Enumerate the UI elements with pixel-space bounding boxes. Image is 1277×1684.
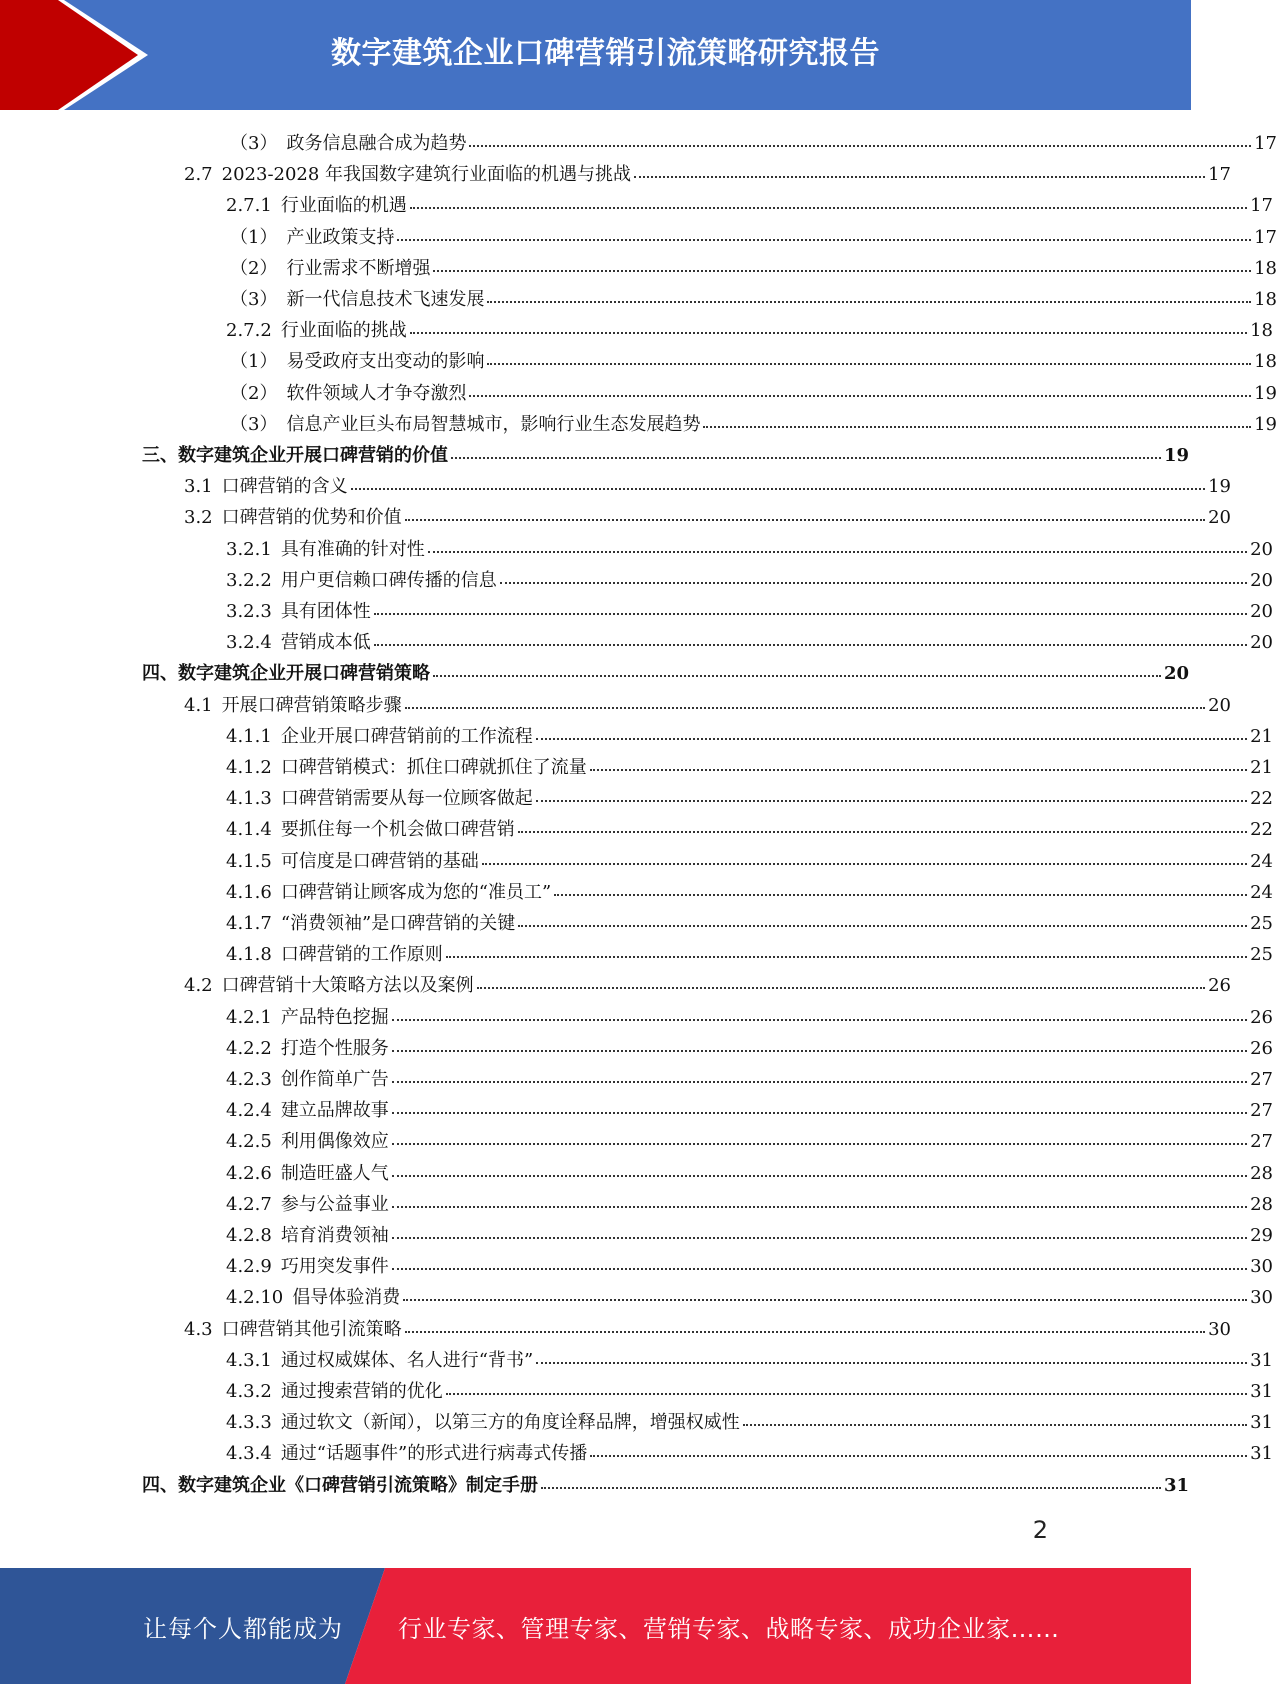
toc-entry[interactable] xyxy=(0,969,1231,1000)
toc-entry-page: 17 xyxy=(1208,164,1231,186)
toc-entry-number: 2.7.2 xyxy=(226,320,272,342)
toc-entry-number: 4.3.4 xyxy=(226,1443,272,1465)
toc-dot-leader xyxy=(743,1404,1247,1426)
toc-dot-leader xyxy=(428,531,1247,553)
toc-entry-number: 4.2.5 xyxy=(226,1131,272,1153)
toc-dot-leader xyxy=(397,219,1251,241)
page-number: 2 xyxy=(1032,1516,1048,1544)
toc-entry-title: 通过“话题事件”的形式进行病毒式传播 xyxy=(280,1443,588,1465)
toc-dot-leader xyxy=(374,593,1247,615)
toc-entry-number: 4.1 xyxy=(184,694,213,716)
toc-entry-title: 行业面临的挑战 xyxy=(280,320,407,342)
toc-entry-page: 21 xyxy=(1250,725,1273,747)
toc-entry[interactable] xyxy=(0,626,1273,657)
toc-dot-leader xyxy=(433,250,1251,272)
toc-entry-page: 31 xyxy=(1250,1349,1273,1371)
toc-dot-leader xyxy=(469,125,1251,147)
toc-dot-leader xyxy=(410,187,1247,209)
toc-entry-title: 参与公益事业 xyxy=(280,1193,389,1215)
toc-entry[interactable] xyxy=(0,1063,1273,1094)
toc-entry-number: 4.1.4 xyxy=(226,819,272,841)
toc-dot-leader xyxy=(536,780,1247,802)
toc-dot-leader xyxy=(590,1435,1247,1457)
toc-entry[interactable] xyxy=(0,1344,1273,1375)
toc-entry-page: 24 xyxy=(1250,850,1273,872)
toc-dot-leader xyxy=(451,437,1161,459)
toc-dot-leader xyxy=(703,406,1251,428)
toc-entry-page: 31 xyxy=(1250,1381,1273,1402)
toc-entry[interactable] xyxy=(0,252,1277,283)
toc-entry-page: 17 xyxy=(1254,133,1277,154)
toc-entry-page: 27 xyxy=(1250,1069,1273,1090)
toc-entry[interactable] xyxy=(0,345,1277,376)
toc-entry-title: 开展口碑营销策略步骤 xyxy=(221,694,402,716)
toc-entry-page: 25 xyxy=(1250,944,1273,966)
toc-entry-page: 30 xyxy=(1208,1318,1231,1340)
toc-entry-number: （3） xyxy=(230,413,278,435)
toc-dot-leader xyxy=(446,1373,1247,1395)
toc-dot-leader xyxy=(403,1279,1247,1301)
toc-entry-title: 要抓住每一个机会做口碑营销 xyxy=(280,819,515,841)
toc-entry-page: 30 xyxy=(1250,1256,1273,1278)
toc-entry-number: 3.1 xyxy=(184,476,213,498)
toc-entry-page: 28 xyxy=(1250,1193,1273,1215)
toc-entry[interactable] xyxy=(0,314,1273,345)
toc-entry-title: 数字建筑企业开展口碑营销策略 xyxy=(178,663,430,685)
toc-dot-leader xyxy=(405,687,1205,709)
toc-entry-number: 4.1.1 xyxy=(226,725,272,747)
toc-entry-page: 26 xyxy=(1250,1006,1273,1028)
toc-entry-page: 17 xyxy=(1254,226,1277,248)
toc-entry-number: 4.1.3 xyxy=(226,788,272,810)
footer-banner xyxy=(0,1568,1191,1684)
toc-entry-number: 四、 xyxy=(142,663,178,685)
toc-entry-title: 数字建筑企业《口碑营销引流策略》制定手册 xyxy=(178,1474,538,1496)
toc-dot-leader xyxy=(536,718,1247,740)
toc-entry-page: 19 xyxy=(1208,476,1231,498)
toc-dot-leader xyxy=(392,1123,1247,1145)
toc-entry-title: 倡导体验消费 xyxy=(292,1287,401,1309)
toc-dot-leader xyxy=(487,343,1251,365)
toc-entry-page: 17 xyxy=(1250,195,1273,217)
header-band xyxy=(0,0,1191,110)
toc-entry-title: “消费领袖”是口碑营销的关键 xyxy=(280,913,516,934)
toc-entry-number: （3） xyxy=(230,133,278,154)
toc-entry-page: 19 xyxy=(1163,445,1189,466)
toc-entry-title: 口碑营销十大策略方法以及案例 xyxy=(221,975,474,997)
toc-entry-page: 18 xyxy=(1254,351,1277,373)
toc-entry[interactable] xyxy=(0,782,1273,813)
toc-entry[interactable] xyxy=(0,1375,1273,1406)
toc-entry-title: 通过权威媒体、名人进行“背书” xyxy=(280,1349,534,1371)
toc-entry[interactable] xyxy=(0,1157,1273,1188)
toc-entry-number: 4.3.3 xyxy=(226,1412,272,1434)
toc-dot-leader xyxy=(374,624,1247,646)
toc-entry[interactable] xyxy=(0,189,1273,220)
toc-entry-page: 31 xyxy=(1250,1412,1273,1434)
toc-entry-number: 3.2.1 xyxy=(226,538,272,560)
toc-entry-number: 4.2.9 xyxy=(226,1256,272,1278)
toc-entry-number: 2.7 xyxy=(184,164,213,186)
toc-entry-title: 通过搜索营销的优化 xyxy=(280,1381,443,1402)
toc-entry-title: 通过软文（新闻），以第三方的角度诠释品牌，增强权威性 xyxy=(280,1412,740,1434)
toc-entry[interactable] xyxy=(0,501,1231,532)
toc-dot-leader xyxy=(518,905,1247,927)
toc-entry-title: 行业面临的机遇 xyxy=(280,195,407,217)
toc-entry-page: 25 xyxy=(1250,913,1273,934)
toc-entry-number: 3.2.3 xyxy=(226,601,272,622)
toc-entry[interactable] xyxy=(0,221,1277,252)
toc-entry-number: 4.3.2 xyxy=(226,1381,272,1402)
toc-entry-title: 具有准确的针对性 xyxy=(280,538,425,560)
toc-entry-page: 18 xyxy=(1250,320,1273,342)
toc-entry[interactable] xyxy=(0,751,1273,782)
toc-entry-page: 20 xyxy=(1250,569,1273,591)
toc-entry-number: 4.2.10 xyxy=(226,1287,284,1309)
toc-entry[interactable] xyxy=(0,377,1277,408)
toc-entry-title: 可信度是口碑营销的基础 xyxy=(280,850,479,872)
toc-dot-leader xyxy=(405,1311,1205,1333)
toc-dot-leader xyxy=(392,1061,1247,1083)
toc-entry-page: 20 xyxy=(1163,663,1189,685)
toc-entry-page: 24 xyxy=(1250,881,1273,903)
toc-entry-title: 口碑营销需要从每一位顾客做起 xyxy=(280,788,533,810)
footer-slogan-right: 行业专家、管理专家、营销专家、战略专家、成功企业家…… xyxy=(398,1614,1060,1643)
toc-entry[interactable] xyxy=(0,127,1277,158)
toc-entry[interactable] xyxy=(0,1437,1273,1468)
toc-entry-page: 22 xyxy=(1250,819,1273,841)
toc-entry-number: 4.1.8 xyxy=(226,944,272,966)
toc-entry-number: （2） xyxy=(230,257,278,279)
toc-entry-page: 20 xyxy=(1250,601,1273,622)
toc-entry-title: 巧用突发事件 xyxy=(280,1256,389,1278)
toc-entry-title: 具有团体性 xyxy=(280,601,371,622)
toc-entry-title: 制造旺盛人气 xyxy=(280,1162,389,1184)
toc-entry-title: 创作简单广告 xyxy=(280,1069,389,1090)
toc-entry-page: 20 xyxy=(1208,507,1231,529)
toc-entry-number: 四、 xyxy=(142,1474,178,1496)
toc-entry-number: 4.2.2 xyxy=(226,1037,272,1059)
toc-dot-leader xyxy=(469,375,1251,397)
toc-entry-page: 20 xyxy=(1208,694,1231,716)
toc-entry-number: 3.2.4 xyxy=(226,632,272,654)
toc-entry-number: 4.1.6 xyxy=(226,881,272,903)
toc-entry-title: 培育消费领袖 xyxy=(280,1225,389,1246)
toc-entry-page: 22 xyxy=(1250,788,1273,810)
toc-entry[interactable] xyxy=(0,813,1273,844)
toc-entry-number: （3） xyxy=(230,289,278,310)
toc-entry[interactable] xyxy=(0,876,1273,907)
toc-entry-title: 口碑营销的工作原则 xyxy=(280,944,443,966)
toc-dot-leader xyxy=(410,312,1247,334)
toc-dot-leader xyxy=(487,281,1251,303)
toc-entry-title: 利用偶像效应 xyxy=(280,1131,389,1153)
toc-entry-number: （1） xyxy=(230,351,278,373)
toc-entry-title: 营销成本低 xyxy=(280,632,371,654)
toc-entry-number: 4.2 xyxy=(184,975,213,997)
toc-dot-leader xyxy=(405,499,1205,521)
toc-entry[interactable] xyxy=(0,938,1273,969)
toc-entry-title: 口碑营销其他引流策略 xyxy=(221,1318,402,1340)
toc-entry-number: 三、 xyxy=(142,445,178,466)
toc-entry-number: 4.2.7 xyxy=(226,1193,272,1215)
toc-entry-title: 用户更信赖口碑传播的信息 xyxy=(280,569,497,591)
toc-entry-number: 4.3.1 xyxy=(226,1349,272,1371)
toc-entry-title: 口碑营销的优势和价值 xyxy=(221,507,402,529)
toc-entry-page: 26 xyxy=(1250,1037,1273,1059)
toc-entry-title: 建立品牌故事 xyxy=(280,1100,389,1122)
toc-dot-leader xyxy=(392,1248,1247,1270)
toc-entry-title: 行业需求不断增强 xyxy=(286,257,431,279)
toc-entry-page: 20 xyxy=(1250,538,1273,560)
toc-entry[interactable] xyxy=(0,533,1273,564)
toc-entry-title: 企业开展口碑营销前的工作流程 xyxy=(280,725,533,747)
toc-entry-number: 3.2 xyxy=(184,507,213,529)
toc-entry-page: 21 xyxy=(1250,757,1273,778)
toc-entry-title: 口碑营销的含义 xyxy=(221,476,348,498)
toc-entry[interactable] xyxy=(0,470,1231,501)
toc-entry-number: 4.1.7 xyxy=(226,913,272,934)
toc-dot-leader xyxy=(392,1155,1247,1177)
toc-entry-number: 4.2.6 xyxy=(226,1162,272,1184)
toc-entry-number: 4.2.1 xyxy=(226,1006,272,1028)
toc-entry-title: 2023-2028 年我国数字建筑行业面临的机遇与挑战 xyxy=(221,164,632,186)
toc-entry-number: 4.2.8 xyxy=(226,1225,272,1246)
toc-entry-number: 4.2.3 xyxy=(226,1069,272,1090)
toc-entry-number: 4.1.5 xyxy=(226,850,272,872)
toc-entry-number: 4.2.4 xyxy=(226,1100,272,1122)
toc-entry-number: 4.1.2 xyxy=(226,757,272,778)
toc-entry[interactable] xyxy=(0,1406,1273,1437)
toc-dot-leader xyxy=(392,1092,1247,1114)
document-title: 数字建筑企业口碑营销引流策略研究报告 xyxy=(331,36,880,71)
toc-dot-leader xyxy=(392,999,1247,1021)
toc-dot-leader xyxy=(392,1186,1247,1208)
toc-entry-title: 政务信息融合成为趋势 xyxy=(286,133,467,154)
toc-entry[interactable] xyxy=(0,689,1231,720)
toc-entry[interactable] xyxy=(0,283,1277,314)
toc-entry[interactable] xyxy=(0,439,1189,470)
toc-entry-number: （1） xyxy=(230,226,278,248)
toc-entry[interactable] xyxy=(0,158,1231,189)
toc-entry[interactable] xyxy=(0,1032,1273,1063)
toc-entry-number: 3.2.2 xyxy=(226,569,272,591)
toc-dot-leader xyxy=(500,562,1247,584)
toc-dot-leader xyxy=(541,1467,1161,1489)
toc-entry-title: 数字建筑企业开展口碑营销的价值 xyxy=(178,445,448,466)
toc-dot-leader xyxy=(482,843,1247,865)
toc-entry[interactable] xyxy=(0,1469,1189,1500)
toc-entry[interactable] xyxy=(0,845,1273,876)
toc-entry-page: 20 xyxy=(1250,632,1273,654)
toc-entry-title: 信息产业巨头布局智慧城市，影响行业生态发展趋势 xyxy=(286,413,701,435)
toc-entry[interactable] xyxy=(0,1313,1231,1344)
toc-entry-title: 软件领域人才争夺激烈 xyxy=(286,382,467,404)
toc-entry-page: 26 xyxy=(1208,975,1231,997)
toc-entry-page: 31 xyxy=(1250,1443,1273,1465)
toc-entry-title: 产品特色挖掘 xyxy=(280,1006,389,1028)
toc-entry[interactable] xyxy=(0,595,1273,626)
toc-dot-leader xyxy=(433,655,1161,677)
toc-entry-title: 打造个性服务 xyxy=(280,1037,389,1059)
toc-entry-number: 4.3 xyxy=(184,1318,213,1340)
toc-entry-title: 易受政府支出变动的影响 xyxy=(286,351,485,373)
toc-entry-page: 18 xyxy=(1254,289,1277,310)
toc-entry-page: 28 xyxy=(1250,1162,1273,1184)
toc-entry[interactable] xyxy=(0,1001,1273,1032)
toc-entry[interactable] xyxy=(0,1219,1273,1250)
toc-entry-title: 产业政策支持 xyxy=(286,226,395,248)
toc-entry-page: 30 xyxy=(1250,1287,1273,1309)
toc-entry-page: 27 xyxy=(1250,1131,1273,1153)
toc-entry-title: 口碑营销让顾客成为您的“准员工” xyxy=(280,881,552,903)
toc-entry[interactable] xyxy=(0,720,1273,751)
toc-entry-page: 27 xyxy=(1250,1100,1273,1122)
toc-entry[interactable] xyxy=(0,657,1189,688)
toc-entry[interactable] xyxy=(0,408,1277,439)
toc-entry[interactable] xyxy=(0,564,1273,595)
toc-entry[interactable] xyxy=(0,907,1273,938)
toc-entry[interactable] xyxy=(0,1250,1273,1281)
toc-entry[interactable] xyxy=(0,1094,1273,1125)
toc-entry[interactable] xyxy=(0,1125,1273,1156)
toc-dot-leader xyxy=(446,936,1247,958)
toc-entry-page: 19 xyxy=(1254,413,1277,435)
toc-dot-leader xyxy=(536,1342,1247,1364)
toc-entry-title: 新一代信息技术飞速发展 xyxy=(286,289,485,310)
footer-slogan-left: 让每个人都能成为 xyxy=(143,1614,343,1643)
toc-entry-page: 19 xyxy=(1254,382,1277,404)
toc-entry-page: 29 xyxy=(1250,1225,1273,1246)
toc-dot-leader xyxy=(554,874,1247,896)
toc-entry-number: （2） xyxy=(230,382,278,404)
toc-dot-leader xyxy=(392,1217,1247,1239)
toc-entry-page: 31 xyxy=(1163,1474,1189,1496)
toc-entry-title: 口碑营销模式：抓住口碑就抓住了流量 xyxy=(280,757,587,778)
toc-dot-leader xyxy=(518,811,1247,833)
toc-dot-leader xyxy=(590,749,1247,771)
toc-dot-leader xyxy=(351,468,1205,490)
toc-entry-number: 2.7.1 xyxy=(226,195,272,217)
toc-dot-leader xyxy=(392,1030,1247,1052)
toc-entry[interactable] xyxy=(0,1281,1273,1312)
toc-dot-leader xyxy=(634,156,1205,178)
toc-entry-page: 18 xyxy=(1254,257,1277,279)
toc-dot-leader xyxy=(477,967,1205,989)
toc-entry[interactable] xyxy=(0,1188,1273,1219)
